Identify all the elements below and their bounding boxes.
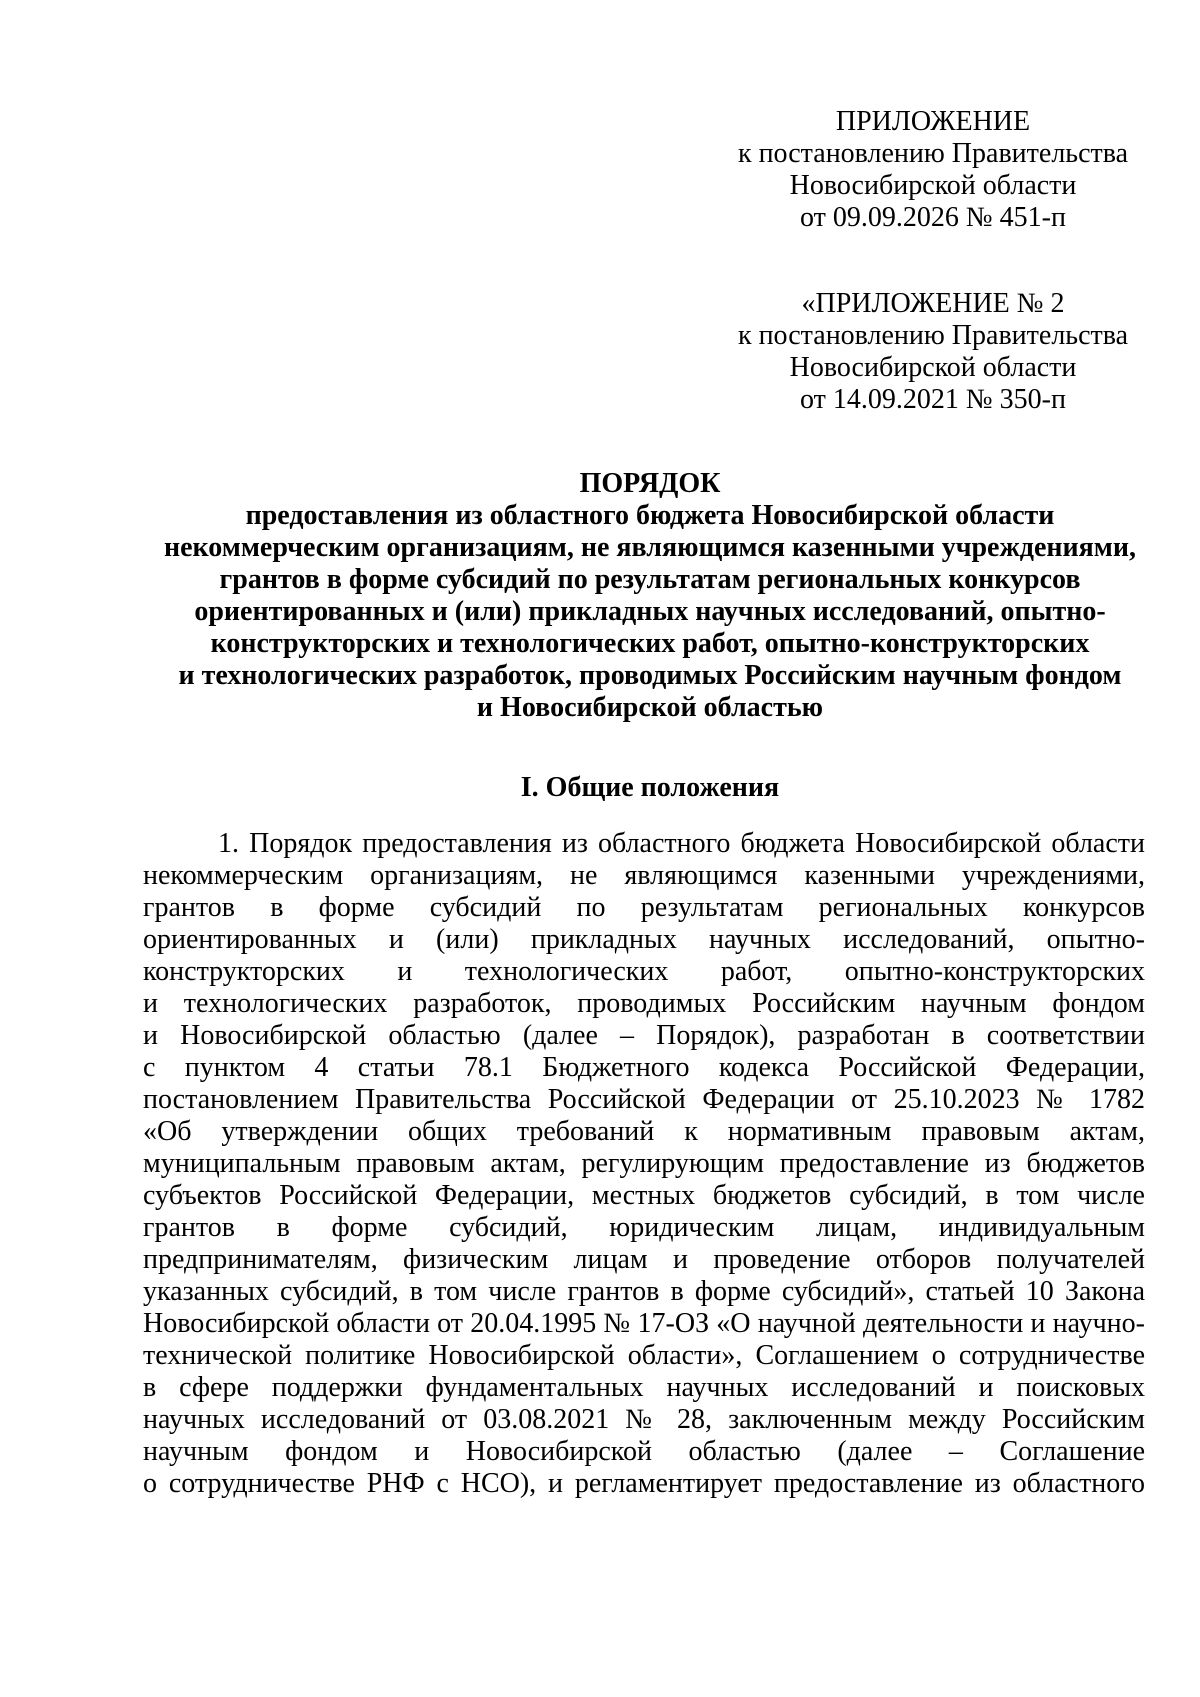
appendix-header-line: от 09.09.2026 № 451-п	[800, 202, 1066, 233]
section-heading: I. Общие положения	[520, 772, 780, 803]
title-line: и Новосибирской областью	[476, 692, 824, 723]
appendix-header-line: Новосибирской области	[789, 170, 1077, 201]
paragraph-line: и Новосибирской областью (далее – Порядок), разработан в соответствии	[143, 1020, 1145, 1051]
title-line: ПОРЯДОК	[579, 468, 721, 499]
title-line: предоставления из областного бюджета Новосибирской области	[245, 500, 1055, 531]
title-line: ориентированных и (или) прикладных научных исследований, опытно-	[194, 596, 1106, 627]
paragraph-line: о сотрудничестве РНФ с НСО), и регламентирует предоставление из областного	[143, 1468, 1145, 1499]
paragraph-line: предпринимателям, физическим лицам и проведение отборов получателей	[143, 1244, 1145, 1275]
title-line: грантов в форме субсидий по результатам региональных конкурсов	[219, 564, 1081, 595]
paragraph-line: постановлением Правительства Российской Федерации от 25.10.2023 № 1782	[143, 1084, 1145, 1115]
paragraph-line: муниципальным правовым актам, регулирующим предоставление из бюджетов	[143, 1148, 1145, 1179]
appendix-header-line: ПРИЛОЖЕНИЕ	[835, 106, 1031, 137]
paragraph-line: конструкторских и технологических работ, опытно-конструкторских	[143, 956, 1145, 987]
paragraph-line: научным фондом и Новосибирской областью (далее – Соглашение	[143, 1436, 1145, 1467]
appendix-header-line: к постановлению Правительства	[737, 138, 1129, 169]
paragraph-line: и технологических разработок, проводимых Российским научным фондом	[143, 988, 1145, 1019]
paragraph-line: с пунктом 4 статьи 78.1 Бюджетного кодекса Российской Федерации,	[143, 1052, 1145, 1083]
title-line: некоммерческим организациям, не являющимся казенными учреждениями,	[163, 532, 1136, 563]
paragraph-line: технической политике Новосибирской области», Соглашением о сотрудничестве	[143, 1340, 1145, 1371]
title-line: конструкторских и технологических работ, опытно-конструкторских	[210, 628, 1090, 659]
paragraph-line: «Об утверждении общих требований к нормативным правовым актам,	[143, 1116, 1145, 1147]
appendix2-header-line: от 14.09.2021 № 350-п	[800, 384, 1066, 415]
appendix2-header-line: к постановлению Правительства	[737, 320, 1129, 351]
paragraph-line: 1. Порядок предоставления из областного бюджета Новосибирской области	[218, 828, 1145, 859]
paragraph-line: грантов в форме субсидий по результатам региональных конкурсов	[143, 892, 1145, 923]
paragraph-line: научных исследований от 03.08.2021 № 28, заключенным между Российским	[143, 1404, 1145, 1435]
appendix2-header-line: «ПРИЛОЖЕНИЕ № 2	[801, 288, 1065, 319]
paragraph-line: Новосибирской области от 20.04.1995 № 17-ОЗ «О научной деятельности и научно-	[143, 1308, 1145, 1339]
paragraph-line: субъектов Российской Федерации, местных бюджетов субсидий, в том числе	[143, 1180, 1145, 1211]
paragraph-line: некоммерческим организациям, не являющимся казенными учреждениями,	[143, 860, 1145, 891]
title-line: и технологических разработок, проводимых Российским научным фондом	[178, 660, 1122, 691]
paragraph-line: в сфере поддержки фундаментальных научных исследований и поисковых	[143, 1372, 1145, 1403]
paragraph-line: ориентированных и (или) прикладных научных исследований, опытно-	[143, 924, 1145, 955]
paragraph-line: грантов в форме субсидий, юридическим лицам, индивидуальным	[143, 1212, 1145, 1243]
appendix2-header-line: Новосибирской области	[789, 352, 1077, 383]
paragraph-line: указанных субсидий, в том числе грантов в форме субсидий», статьей 10 Закона	[143, 1276, 1145, 1307]
